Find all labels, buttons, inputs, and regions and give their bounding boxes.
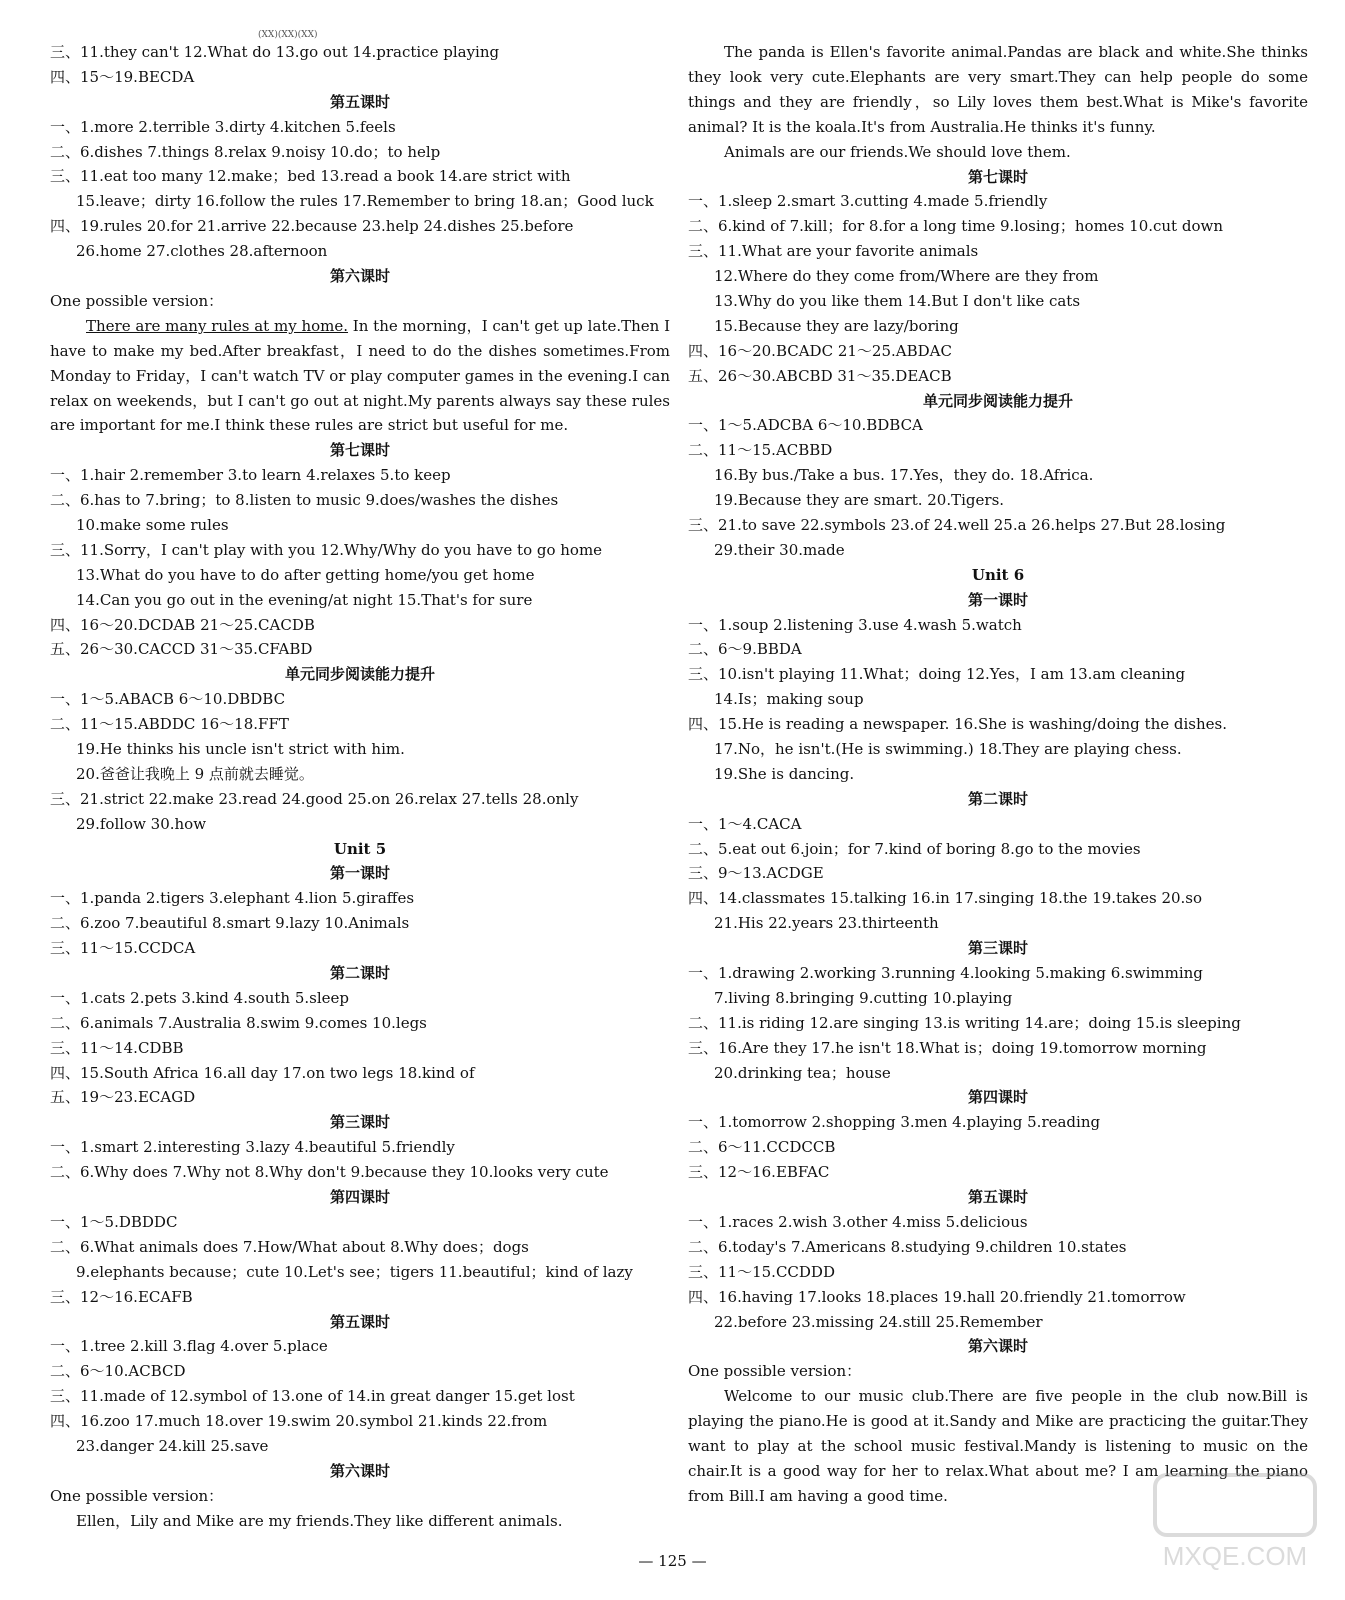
answer-line: 三、12～16.ECAFB: [50, 1287, 193, 1306]
answer-line: 一、1.tomorrow 2.shopping 3.men 4.playing 5.reading: [688, 1113, 1101, 1132]
answer-line: 三、16.Are they 17.he isn't 18.What is；doing 19.tomorrow morning: [688, 1038, 1207, 1057]
answer-line: 一、1.drawing 2.working 3.running 4.looking 5.making 6.swimming: [688, 964, 1203, 983]
answer-line: 一、1.races 2.wish 3.other 4.miss 5.delicious: [688, 1212, 1028, 1231]
answer-line: 一、1.soup 2.listening 3.use 4.wash 5.watch: [688, 615, 1022, 634]
top-stamp: (XX)(XX)(XX): [258, 30, 318, 40]
answer-line: 三、11～15.CCDDD: [688, 1262, 835, 1281]
section-heading: Unit 6: [971, 565, 1025, 584]
section-heading: 第七课时: [329, 441, 390, 460]
section-heading: 第四课时: [967, 1088, 1028, 1107]
section-heading: 第六课时: [967, 1337, 1028, 1356]
section-heading: 第五课时: [329, 1312, 390, 1331]
answer-line: 三、11～15.CCDCA: [50, 939, 196, 958]
answer-line: Ellen，Lily and Mike are my friends.They like different animals.: [76, 1511, 563, 1530]
answer-line: 二、6～9.BBDA: [688, 640, 802, 659]
answer-line: One possible version：: [688, 1362, 862, 1381]
answer-line: 四、15～19.BECDA: [50, 67, 195, 86]
answer-line: 四、15.South Africa 16.all day 17.on two legs 18.kind of: [50, 1063, 475, 1082]
answer-line: 四、16～20.DCDAB 21～25.CACDB: [50, 615, 315, 634]
answer-line: 21.His 22.years 23.thirteenth: [714, 914, 939, 933]
answer-line: 五、26～30.ABCBD 31～35.DEACB: [688, 366, 952, 385]
answer-line: 三、11.made of 12.symbol of 13.one of 14.in great danger 15.get lost: [50, 1387, 575, 1406]
answer-line: 17.No，he isn't.(He is swimming.) 18.They are playing chess.: [714, 740, 1182, 759]
section-heading: 单元同步阅读能力提升: [284, 665, 435, 684]
answer-line: 29.follow 30.how: [76, 814, 207, 833]
answer-line: 二、6.kind of 7.kill；for 8.for a long time 9.losing；homes 10.cut down: [688, 217, 1223, 236]
section-heading: 第六课时: [329, 1461, 390, 1480]
answer-line: 23.danger 24.kill 25.save: [76, 1436, 269, 1455]
section-heading: 第六课时: [329, 267, 390, 286]
answer-line: 14.Can you go out in the evening/at night 15.That's for sure: [76, 590, 533, 609]
answer-line: One possible version：: [50, 291, 224, 310]
answer-line: 二、11.is riding 12.are singing 13.is writing 14.are；doing 15.is sleeping: [688, 1013, 1241, 1032]
answer-line: 一、1～5.ABACB 6～10.DBDBC: [50, 690, 286, 709]
section-heading: 第四课时: [329, 1188, 390, 1207]
answer-line: 二、6～10.ACBCD: [50, 1362, 186, 1381]
section-heading: 第五课时: [967, 1188, 1028, 1207]
answer-line: 五、19～23.ECAGD: [50, 1088, 196, 1107]
essay-paragraph-rules: [50, 314, 670, 439]
answer-line: 三、11.What are your favorite animals: [688, 242, 979, 261]
answer-line: 15.leave；dirty 16.follow the rules 17.Remember to bring 18.an；Good luck: [76, 192, 654, 211]
answer-line: 四、19.rules 20.for 21.arrive 22.because 23.help 24.dishes 25.before: [50, 217, 574, 236]
answer-line: 20.drinking tea；house: [714, 1063, 891, 1082]
answer-line: 26.home 27.clothes 28.afternoon: [76, 242, 328, 261]
answer-line: 三、11.eat too many 12.make；bed 13.read a book 14.are strict with: [50, 167, 571, 186]
answer-line: 29.their 30.made: [714, 540, 845, 559]
answer-line: 二、6.Why does 7.Why not 8.Why don't 9.because they 10.looks very cute: [50, 1163, 609, 1182]
answer-line: 三、11.they can't 12.What do 13.go out 14.practice playing: [50, 43, 500, 61]
essay-paragraph-animals: The panda is Ellen's favorite animal.Pandas are black and white.She thinks they look very cute.Elephants are very smart.They can help people do some things and they are friendly，so Lily loves them best.What is Mike's favorite animal? It is the koala.It's from Australia.He thinks it's funny.: [688, 43, 1308, 136]
right-answer-lines: [688, 165, 1308, 1385]
answer-line: 22.before 23.missing 24.still 25.Remember: [714, 1312, 1043, 1331]
answer-line: 一、1.more 2.terrible 3.dirty 4.kitchen 5.feels: [50, 117, 396, 136]
section-heading: 第五课时: [329, 92, 390, 111]
answer-line: 二、6.What animals does 7.How/What about 8.Why does；dogs: [50, 1237, 529, 1256]
answer-line: 三、21.to save 22.symbols 23.of 24.well 25.a 26.helps 27.But 28.losing: [688, 516, 1226, 534]
essay-paragraph-music-club: Welcome to our music club.There are five people in the club now.Bill is playing the piano.He is good at it.Sandy and Mike are practicing the guitar.They want to play at the school music festival.Mandy is listening to music on the chair.It is a good way for her to relax.What about me? I am learning the piano from Bill.I am having a good time.: [688, 1387, 1308, 1505]
answer-line: 四、14.classmates 15.talking 16.in 17.singing 18.the 19.takes 20.so: [688, 889, 1203, 908]
answer-line: 一、1.panda 2.tigers 3.elephant 4.lion 5.giraffes: [50, 889, 415, 908]
answer-line: 三、11～14.CDBB: [50, 1038, 184, 1057]
underlined-topic-sentence: There are many rules at my home.: [86, 316, 349, 335]
answer-line: 一、1.smart 2.interesting 3.lazy 4.beautiful 5.friendly: [50, 1138, 455, 1157]
section-heading: 第一课时: [967, 590, 1028, 609]
answer-line: 二、6.has to 7.bring；to 8.listen to music 9.does/washes the dishes: [50, 491, 559, 510]
answer-line: 13.Why do you like them 14.But I don't like cats: [714, 291, 1081, 310]
answer-line: 三、10.isn't playing 11.What；doing 12.Yes，I am 13.am cleaning: [688, 665, 1186, 684]
essay-conclusion: Animals are our friends.We should love them.: [724, 142, 1071, 161]
answer-line: 9.elephants because；cute 10.Let's see；tigers 11.beautiful；kind of lazy: [76, 1262, 633, 1281]
answer-line: One possible version：: [50, 1486, 224, 1505]
section-heading: 第二课时: [329, 964, 390, 983]
answer-line: 一、1.tree 2.kill 3.flag 4.over 5.place: [50, 1337, 328, 1356]
answer-line: 五、26～30.CACCD 31～35.CFABD: [50, 640, 313, 659]
answer-line: 13.What do you have to do after getting home/you get home: [76, 565, 535, 584]
section-heading: Unit 5: [333, 839, 387, 858]
answer-line: 19.Because they are smart. 20.Tigers.: [714, 491, 1005, 510]
answer-line: 一、1～5.DBDDC: [50, 1212, 178, 1231]
answer-line: 7.living 8.bringing 9.cutting 10.playing: [714, 988, 1013, 1007]
section-heading: 第三课时: [967, 939, 1028, 958]
answer-line: 一、1.hair 2.remember 3.to learn 4.relaxes 5.to keep: [50, 466, 451, 485]
answer-line: 三、12～16.EBFAC: [688, 1163, 830, 1182]
answer-line: 16.By bus./Take a bus. 17.Yes，they do. 18.Africa.: [714, 466, 1094, 485]
answer-line: 二、5.eat out 6.join；for 7.kind of boring 8.go to the movies: [688, 839, 1141, 858]
paragraph-body: In the morning，I can't get up late.Then I have to make my bed.After breakfast，I need to do the dishes sometimes.From Monday to Friday，I can't watch TV or play computer games in the evening.I can relax on weekends，but I can't go out at night.My parents always say these rules are important for me.I think these rules are strict but useful for me.: [50, 316, 670, 435]
answer-line: 二、11～15.ABDDC 16～18.FFT: [50, 715, 289, 734]
answer-line: 15.Because they are lazy/boring: [714, 316, 959, 335]
answer-line: 三、11.Sorry，I can't play with you 12.Why/Why do you have to go home: [50, 540, 603, 559]
answer-line: 四、16.zoo 17.much 18.over 19.swim 20.symbol 21.kinds 22.from: [50, 1412, 548, 1431]
answer-line: 一、1～4.CACA: [688, 814, 802, 833]
answer-line: 19.She is dancing.: [714, 764, 855, 783]
answer-line: 二、6.animals 7.Australia 8.swim 9.comes 10.legs: [50, 1013, 427, 1032]
answer-line: 二、6.dishes 7.things 8.relax 9.noisy 10.do；to help: [50, 142, 441, 161]
svg-text:MXQE.COM: MXQE.COM: [1162, 1541, 1308, 1571]
answer-line: 二、6～11.CCDCCB: [688, 1138, 836, 1157]
right-column: [688, 40, 1308, 1509]
page-number: — 125 —: [638, 1552, 707, 1570]
section-heading: 第一课时: [329, 864, 390, 883]
answer-line: 19.He thinks his uncle isn't strict with him.: [76, 740, 405, 759]
left-column: [50, 40, 670, 1534]
answer-line: 20.爸爸让我晚上 9 点前就去睡觉。: [76, 764, 314, 783]
answer-line: 12.Where do they come from/Where are they from: [714, 267, 1099, 286]
answer-line: 二、6.zoo 7.beautiful 8.smart 9.lazy 10.Animals: [50, 914, 410, 933]
answer-line: 四、15.He is reading a newspaper. 16.She is washing/doing the dishes.: [688, 715, 1227, 734]
answer-line: 三、21.strict 22.make 23.read 24.good 25.on 26.relax 27.tells 28.only: [50, 789, 579, 808]
section-heading: 第七课时: [967, 167, 1028, 186]
answer-line: 一、1.sleep 2.smart 3.cutting 4.made 5.friendly: [688, 192, 1048, 211]
answer-line: 10.make some rules: [76, 516, 229, 534]
section-heading: 第三课时: [329, 1113, 390, 1132]
answer-line: 14.Is；making soup: [714, 690, 864, 709]
section-heading: 第二课时: [967, 789, 1028, 808]
answer-line: 三、9～13.ACDGE: [688, 864, 824, 883]
section-heading: 单元同步阅读能力提升: [922, 391, 1073, 410]
answer-line: 一、1.cats 2.pets 3.kind 4.south 5.sleep: [50, 988, 349, 1007]
watermark-logo: [1145, 1465, 1325, 1585]
answer-line: 二、11～15.ACBBD: [688, 441, 833, 460]
answer-line: 四、16～20.BCADC 21～25.ABDAC: [688, 341, 952, 360]
answer-line: 四、16.having 17.looks 18.places 19.hall 20.friendly 21.tomorrow: [688, 1287, 1186, 1306]
answer-line: 一、1～5.ADCBA 6～10.BDBCA: [688, 416, 923, 435]
answer-line: 二、6.today's 7.Americans 8.studying 9.children 10.states: [688, 1237, 1127, 1256]
